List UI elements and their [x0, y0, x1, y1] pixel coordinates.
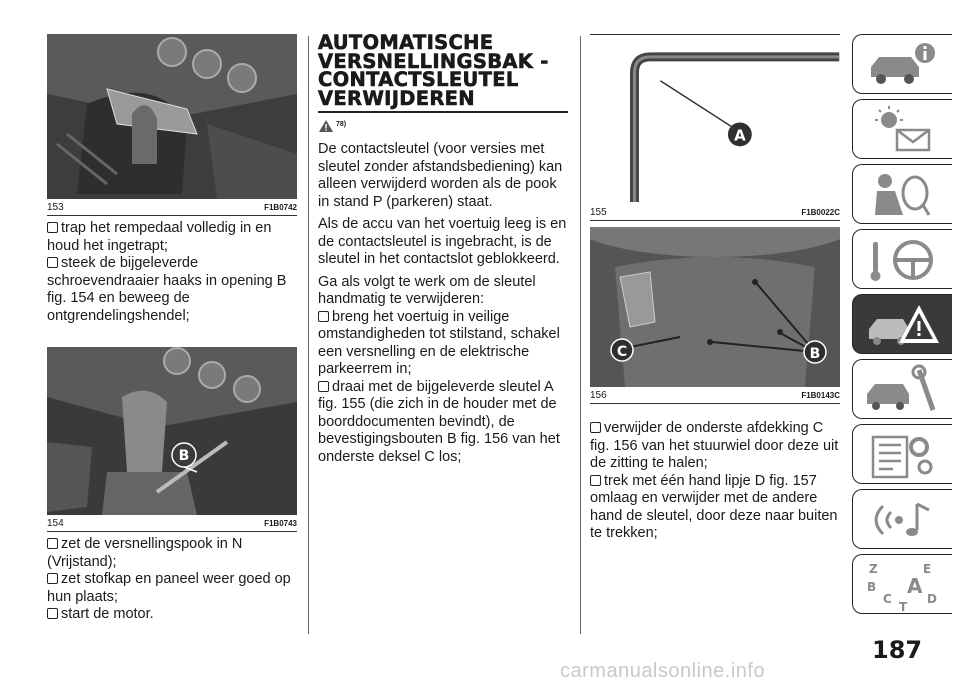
index-letter: B [867, 580, 877, 594]
gear-console-illustration [47, 34, 297, 199]
steering-controls-icon [863, 234, 943, 286]
label-c: C [616, 344, 628, 360]
warning-reference [318, 119, 568, 137]
paragraph: Als de accu van het voertuig leeg is en de contactsleutel is ingebracht, is de sleutel in het contactslot geblokkeerd. [318, 216, 567, 267]
step-text: draai met de bijgeleverde sleutel A fig. 155 (die zich in de houder met de boorddocumenten bevindt), de bevestigingsbouten B fig. 156 van het onderste deksel C los; [318, 378, 560, 465]
figure-154-screwdriver-photo [47, 347, 297, 515]
checkbox-bullet-icon [47, 538, 58, 549]
checkbox-bullet-icon [590, 475, 601, 486]
airbag-safety-icon [863, 169, 943, 221]
figure-153-caption [47, 199, 297, 216]
step-item [318, 309, 568, 379]
figure-155-key-drawing [590, 34, 840, 204]
checkbox-bullet-icon [47, 608, 58, 619]
figure-code: F1B0022C [801, 208, 840, 217]
watermark-text: carmanualsonline.info [560, 660, 766, 678]
step-text: zet stofkap en paneel weer goed op hun plaats; [47, 571, 291, 605]
label-b: B [178, 448, 190, 464]
figure-number: 154 [47, 518, 64, 529]
step-text: breng het voertuig in veilige omstandigheden tot stilstand, schakel een versnelling en de elektrische parkeerrem in; [318, 308, 560, 377]
figure-153-gear-shifter-photo [47, 34, 297, 199]
step-text: trek met één hand lipje D fig. 157 omlaag en verwijder met de andere hand de sleutel, door deze naar buiten te trekken; [590, 472, 838, 541]
column-1 [47, 34, 297, 624]
step-text: zet de versnellingspook in N (Vrijstand); [47, 536, 243, 570]
step-text: start de motor. [61, 606, 154, 622]
index-letter: T [899, 600, 908, 611]
checkbox-bullet-icon [318, 381, 329, 392]
car-info-icon [863, 39, 943, 91]
index-letter: A [907, 574, 923, 598]
paragraph: Ga als volgt te werk om de sleutel handmatig te verwijderen: [318, 273, 536, 307]
column-separator [308, 36, 309, 634]
chapter-tabs-sidebar [852, 34, 952, 619]
multimedia-icon [863, 494, 943, 546]
steering-column-illustration [590, 227, 840, 387]
figure-154-caption [47, 515, 297, 532]
tab-steering-controls[interactable] [852, 229, 952, 289]
checkbox-bullet-icon [318, 311, 329, 322]
step-item [47, 536, 297, 571]
warning-ref-number: 78) [336, 121, 347, 128]
figure-155-caption [590, 204, 840, 221]
label-b: B [809, 346, 821, 362]
column-3 [590, 34, 840, 543]
figure-number: 155 [590, 207, 607, 218]
step-item [47, 255, 297, 325]
tab-index[interactable] [852, 554, 952, 614]
step-text: trap het rempedaal volledig in en houd het ingetrapt; [47, 220, 272, 254]
tab-car-info[interactable] [852, 34, 952, 94]
warning-triangle-icon [318, 119, 334, 133]
index-letter: Z [869, 562, 878, 576]
figure-156-caption [590, 387, 840, 404]
index-letter: C [883, 592, 892, 606]
tab-technical-data[interactable] [852, 424, 952, 484]
index-letter: D [927, 592, 937, 606]
index-letter: E [923, 562, 932, 576]
step-item [318, 379, 568, 467]
checkbox-bullet-icon [47, 257, 58, 268]
tab-warning-lights[interactable] [852, 99, 952, 159]
gear-lever-release-illustration [47, 347, 297, 515]
figure-code: F1B0742 [264, 203, 297, 212]
warning-lights-icon [863, 104, 943, 156]
figure-number: 153 [47, 202, 64, 213]
figure-156-steering-cover-photo [590, 227, 840, 387]
checkbox-bullet-icon [47, 222, 58, 233]
tab-airbag-safety[interactable] [852, 164, 952, 224]
step-item [590, 473, 840, 543]
tab-maintenance[interactable] [852, 359, 952, 419]
page-number: 187 [872, 636, 923, 664]
step-item [47, 606, 297, 624]
section-heading: AUTOMATISCHE VERSNELLINGSBAK - CONTACTSLEUTEL VERWIJDEREN [318, 34, 568, 113]
label-a: A [734, 126, 746, 145]
checkbox-bullet-icon [590, 422, 601, 433]
allen-key-illustration [590, 35, 840, 204]
column-2 [318, 31, 568, 466]
emergency-icon [863, 299, 943, 351]
maintenance-icon [863, 364, 943, 416]
tab-emergency[interactable] [852, 294, 952, 354]
checkbox-bullet-icon [47, 573, 58, 584]
step-text: steek de bijgeleverde schroevendraaier haaks in opening B fig. 154 en beweeg de ontgrendelingshendel; [47, 255, 287, 324]
figure-code: F1B0743 [264, 519, 297, 528]
figure-number: 156 [590, 390, 607, 401]
index-icon [863, 559, 943, 611]
technical-data-icon [863, 429, 943, 481]
paragraph: De contactsleutel (voor versies met sleutel zonder afstandsbediening) kan alleen verwijderd worden als de pook in stand P (parkeren) staat. [318, 141, 563, 210]
step-item [590, 420, 840, 473]
step-text: verwijder de onderste afdekking C fig. 156 van het stuurwiel door deze uit de zitting te halen; [590, 420, 839, 471]
step-item [47, 571, 297, 606]
figure-code: F1B0143C [801, 391, 840, 400]
tab-multimedia[interactable] [852, 489, 952, 549]
column-separator [580, 36, 581, 634]
step-item [47, 220, 297, 255]
